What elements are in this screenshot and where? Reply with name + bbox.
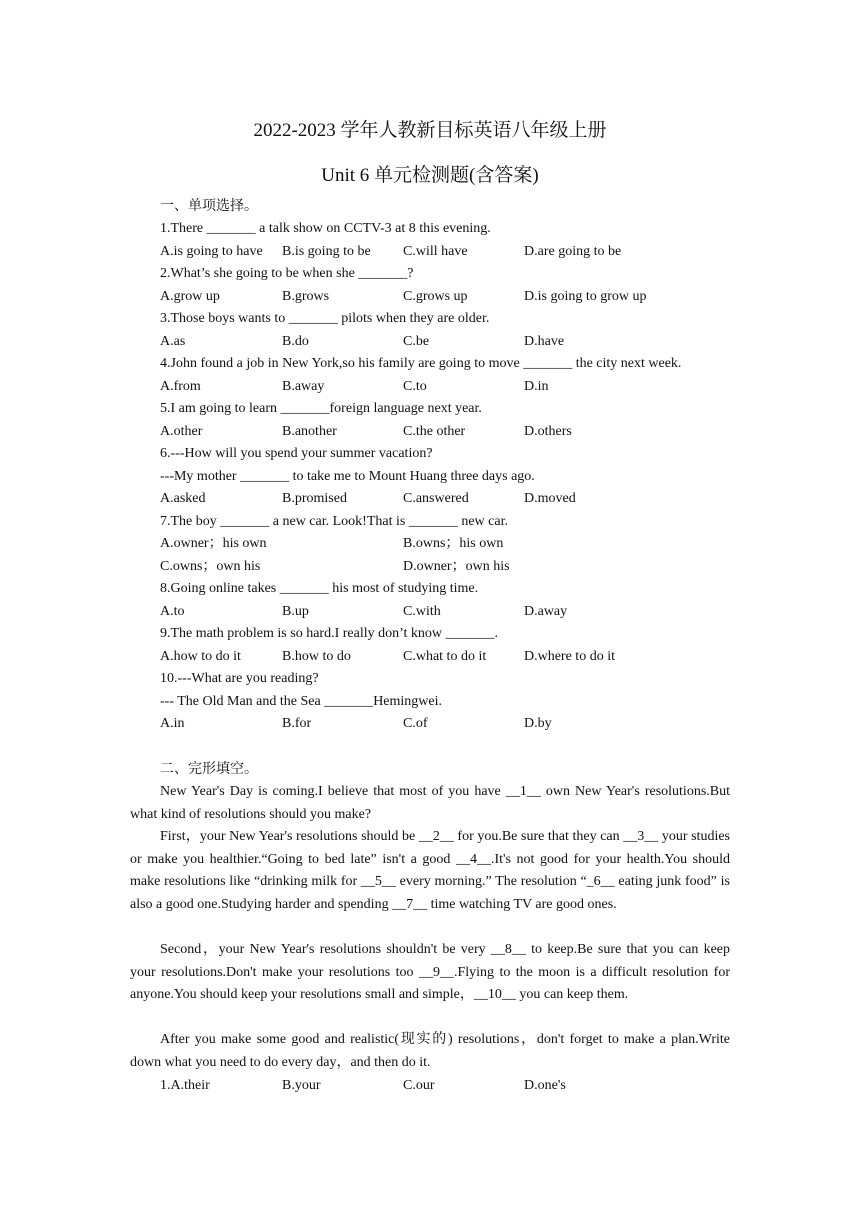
option-d: D.is going to grow up — [524, 289, 647, 304]
option-b: B.grows — [282, 289, 330, 304]
question-10-continuation: --- The Old Man and the Sea _______Hemingwei. — [160, 694, 443, 709]
section-heading-cloze: 二、完形填空。 — [160, 762, 258, 777]
option-c: C.our — [403, 1078, 435, 1093]
option-d: D.have — [524, 334, 565, 349]
option-c: C.answered — [403, 491, 469, 506]
option-b: B.promised — [282, 491, 347, 506]
document-title: 2022-2023 学年人教新目标英语八年级上册 — [253, 120, 607, 141]
option-a: A.in — [160, 716, 185, 731]
option-a: A.how to do it — [160, 649, 241, 664]
option-a: 1.A.their — [160, 1078, 210, 1093]
option-b: B.do — [282, 334, 309, 349]
cloze-paragraph-2: First，your New Year's resolutions should be __2__ for you.Be sure that they can __3__ your studies or make you healthier.“Going to bed late” isn't a good __4__.It's not good for your health.You should make resolutions like “drinking milk for __5__ every morning.” The resolution “_6__ eating junk food” is also a good one.Studying harder and spending __7__ time watching TV are good ones. — [130, 829, 730, 912]
option-d: D.where to do it — [524, 649, 615, 664]
document-subtitle: Unit 6 单元检测题(含答案) — [321, 165, 539, 186]
option-a: A.as — [160, 334, 186, 349]
cloze-paragraph-1: New Year's Day is coming.I believe that most of you have __1__ own New Year's resolutions.But what kind of resolutions should you make? — [130, 784, 730, 822]
cloze-paragraph-3: Second，your New Year's resolutions shouldn't be very __8__ to keep.Be sure that you can keep your resolutions.Don't make your resolutions too __9__.Flying to the moon is a difficult resolution for anyone.You should keep your resolutions small and simple，__10__ you can keep them. — [130, 942, 730, 1002]
option-d: D.owner；own his — [403, 559, 510, 574]
question-6-continuation: ---My mother _______ to take me to Mount Huang three days ago. — [160, 469, 535, 484]
option-c: C.will have — [403, 244, 468, 259]
question-6: 6.---How will you spend your summer vacation? — [160, 446, 433, 461]
option-b: B.another — [282, 424, 337, 439]
option-a: A.is going to have — [160, 244, 263, 259]
option-b: B.owns；his own — [403, 536, 504, 551]
option-b: B.up — [282, 604, 309, 619]
option-a: A.other — [160, 424, 203, 439]
option-d: D.one's — [524, 1078, 566, 1093]
section-heading-single-choice: 一、单项选择。 — [160, 199, 258, 214]
option-d: D.are going to be — [524, 244, 622, 259]
question-8: 8.Going online takes _______ his most of studying time. — [160, 581, 479, 596]
option-c: C.what to do it — [403, 649, 487, 664]
option-d: D.in — [524, 379, 549, 394]
option-c: C.be — [403, 334, 430, 349]
option-c: C.owns；own his — [160, 559, 261, 574]
option-a: A.to — [160, 604, 185, 619]
option-d: D.by — [524, 716, 552, 731]
option-b: B.how to do — [282, 649, 351, 664]
option-c: C.of — [403, 716, 428, 731]
question-1: 1.There _______ a talk show on CCTV-3 at 8 this evening. — [160, 221, 491, 236]
question-2: 2.What’s she going to be when she _______? — [160, 266, 414, 281]
option-b: B.is going to be — [282, 244, 371, 259]
question-9: 9.The math problem is so hard.I really don’t know _______. — [160, 626, 499, 641]
question-10: 10.---What are you reading? — [160, 671, 319, 686]
option-d: D.moved — [524, 491, 576, 506]
question-7: 7.The boy _______ a new car. Look!That is _______ new car. — [160, 514, 508, 529]
option-c: C.grows up — [403, 289, 468, 304]
option-b: B.your — [282, 1078, 321, 1093]
option-c: C.to — [403, 379, 427, 394]
option-b: B.away — [282, 379, 325, 394]
question-5: 5.I am going to learn _______foreign language next year. — [160, 401, 482, 416]
option-d: D.others — [524, 424, 572, 439]
option-b: B.for — [282, 716, 312, 731]
option-a: A.asked — [160, 491, 206, 506]
option-a: A.grow up — [160, 289, 220, 304]
question-3: 3.Those boys wants to _______ pilots when they are older. — [160, 311, 490, 326]
option-d: D.away — [524, 604, 568, 619]
question-4: 4.John found a job in New York,so his family are going to move _______ the city next week. — [160, 356, 682, 371]
option-c: C.the other — [403, 424, 466, 439]
option-c: C.with — [403, 604, 441, 619]
cloze-paragraph-4: After you make some good and realistic(现实的) resolutions，don't forget to make a plan.Write down what you need to do every day，and then do it. — [130, 1032, 730, 1070]
option-a: A.owner；his own — [160, 536, 267, 551]
option-a: A.from — [160, 379, 201, 394]
